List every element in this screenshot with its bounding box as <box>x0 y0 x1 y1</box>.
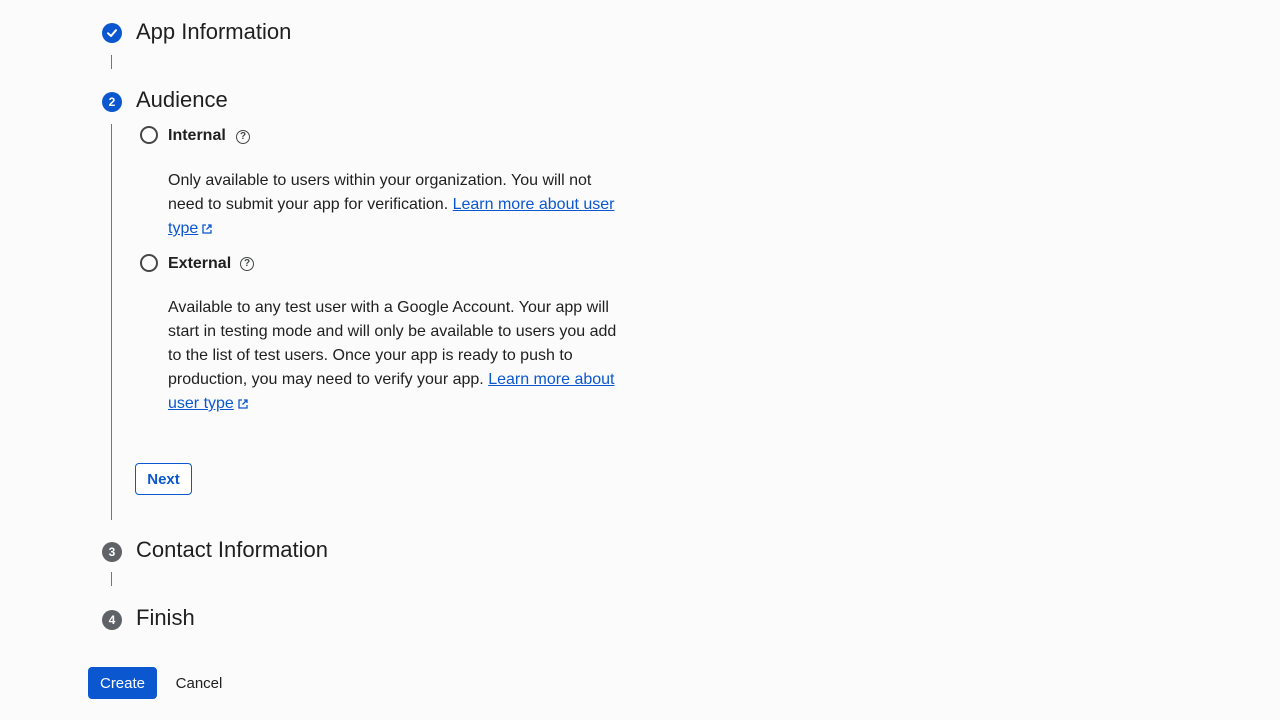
help-circle-icon[interactable]: ? <box>240 257 254 271</box>
next-button[interactable]: Next <box>135 463 192 495</box>
internal-radio[interactable] <box>140 126 158 144</box>
external-description <box>168 296 618 416</box>
external-radio[interactable] <box>140 254 158 272</box>
internal-learn-more-link[interactable]: Learn more about user type <box>168 196 615 237</box>
step-connector <box>111 55 112 69</box>
step-2-title[interactable]: Audience <box>136 87 228 112</box>
step-1-title[interactable]: App Information <box>136 19 292 44</box>
external-link-icon <box>237 398 249 410</box>
step-connector <box>111 572 112 586</box>
external-description-text: Available to any test user with a Google Account. Your app will start in testing mode and will only be available to users you add to the list of test users. Once your app is ready to push to production, you may need to verify your app. <box>168 299 617 388</box>
step-2-number-icon: 2 <box>102 92 122 112</box>
external-learn-more-link[interactable]: Learn more about user type <box>168 371 615 412</box>
internal-description-text: Only available to users within your organization. You will not need to submit your app for verification. <box>168 172 592 213</box>
internal-description <box>168 169 618 241</box>
external-label[interactable]: External <box>168 255 232 272</box>
step-1-complete-icon <box>102 23 122 43</box>
step-4-title[interactable]: Finish <box>136 605 195 630</box>
step-3-number-icon: 3 <box>102 542 122 562</box>
check-icon <box>106 27 118 39</box>
step-connector <box>111 124 112 520</box>
step-3-title[interactable]: Contact Information <box>136 537 328 562</box>
internal-label[interactable]: Internal <box>168 127 226 144</box>
external-link-icon <box>201 223 213 235</box>
help-circle-icon[interactable]: ? <box>236 130 250 144</box>
create-button[interactable]: Create <box>88 667 157 699</box>
cancel-button[interactable]: Cancel <box>175 674 223 692</box>
step-4-number-icon: 4 <box>102 610 122 630</box>
